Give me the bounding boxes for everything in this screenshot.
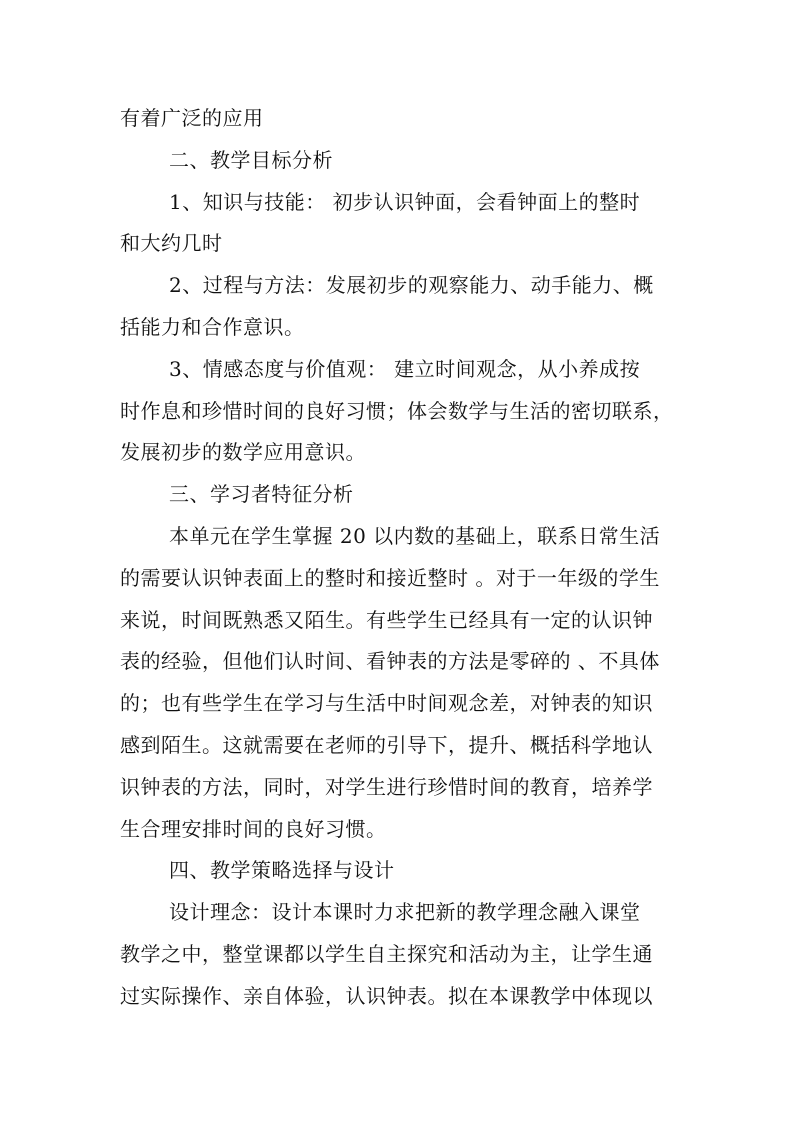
text-line: 的；也有些学生在学习与生活中时间观念差，对钟表的知识 [120,691,653,716]
text-line: 来说，时间既熟悉又陌生。有些学生已经具有一定的认识钟 [120,607,653,632]
text-line: 括能力和合作意识。 [120,314,305,339]
text-line: 的需要认识钟表面上的整时和接近整时 。对于一年级的学生 [120,565,660,590]
text-line: 设计理念：设计本课时力求把新的教学理念融入课堂 [169,900,641,925]
text-line: 有着广泛的应用 [120,106,264,130]
text-line: 时作息和珍惜时间的良好习惯；体会数学与生活的密切联系， [120,398,674,423]
text-line: 1、知识与技能： 初步认识钟面，会看钟面上的整时 [169,189,641,214]
text-line: 教学之中，整堂课都以学生自主探究和活动为主，让学生通 [120,941,653,966]
section-heading: 四、教学策略选择与设计 [169,858,395,883]
text-line: 表的经验，但他们认时间、看钟表的方法是零碎的 、不具体 [120,649,660,674]
text-line: 3、情感态度与价值观： 建立时间观念，从小养成按 [169,356,641,381]
section-heading: 三、学习者特征分析 [169,482,354,507]
text-line: 本单元在学生掌握 20 以内数的基础上，联系日常生活 [169,523,661,548]
text-line: 发展初步的数学应用意识。 [120,440,366,465]
section-heading: 二、教学目标分析 [169,147,333,172]
document-body [120,98,680,1018]
text-line: 和大约几时 [120,231,223,256]
text-line: 过实际操作、亲自体验，认识钟表。拟在本课教学中体现以 [120,983,653,1008]
text-line: 2、过程与方法：发展初步的观察能力、动手能力、概 [169,273,654,298]
text-line: 生合理安排时间的良好习惯。 [120,816,387,841]
text-line: 感到陌生。这就需要在老师的引导下，提升、概括科学地认 [120,732,653,757]
text-line: 识钟表的方法，同时，对学生进行珍惜时间的教育，培养学 [120,774,653,799]
